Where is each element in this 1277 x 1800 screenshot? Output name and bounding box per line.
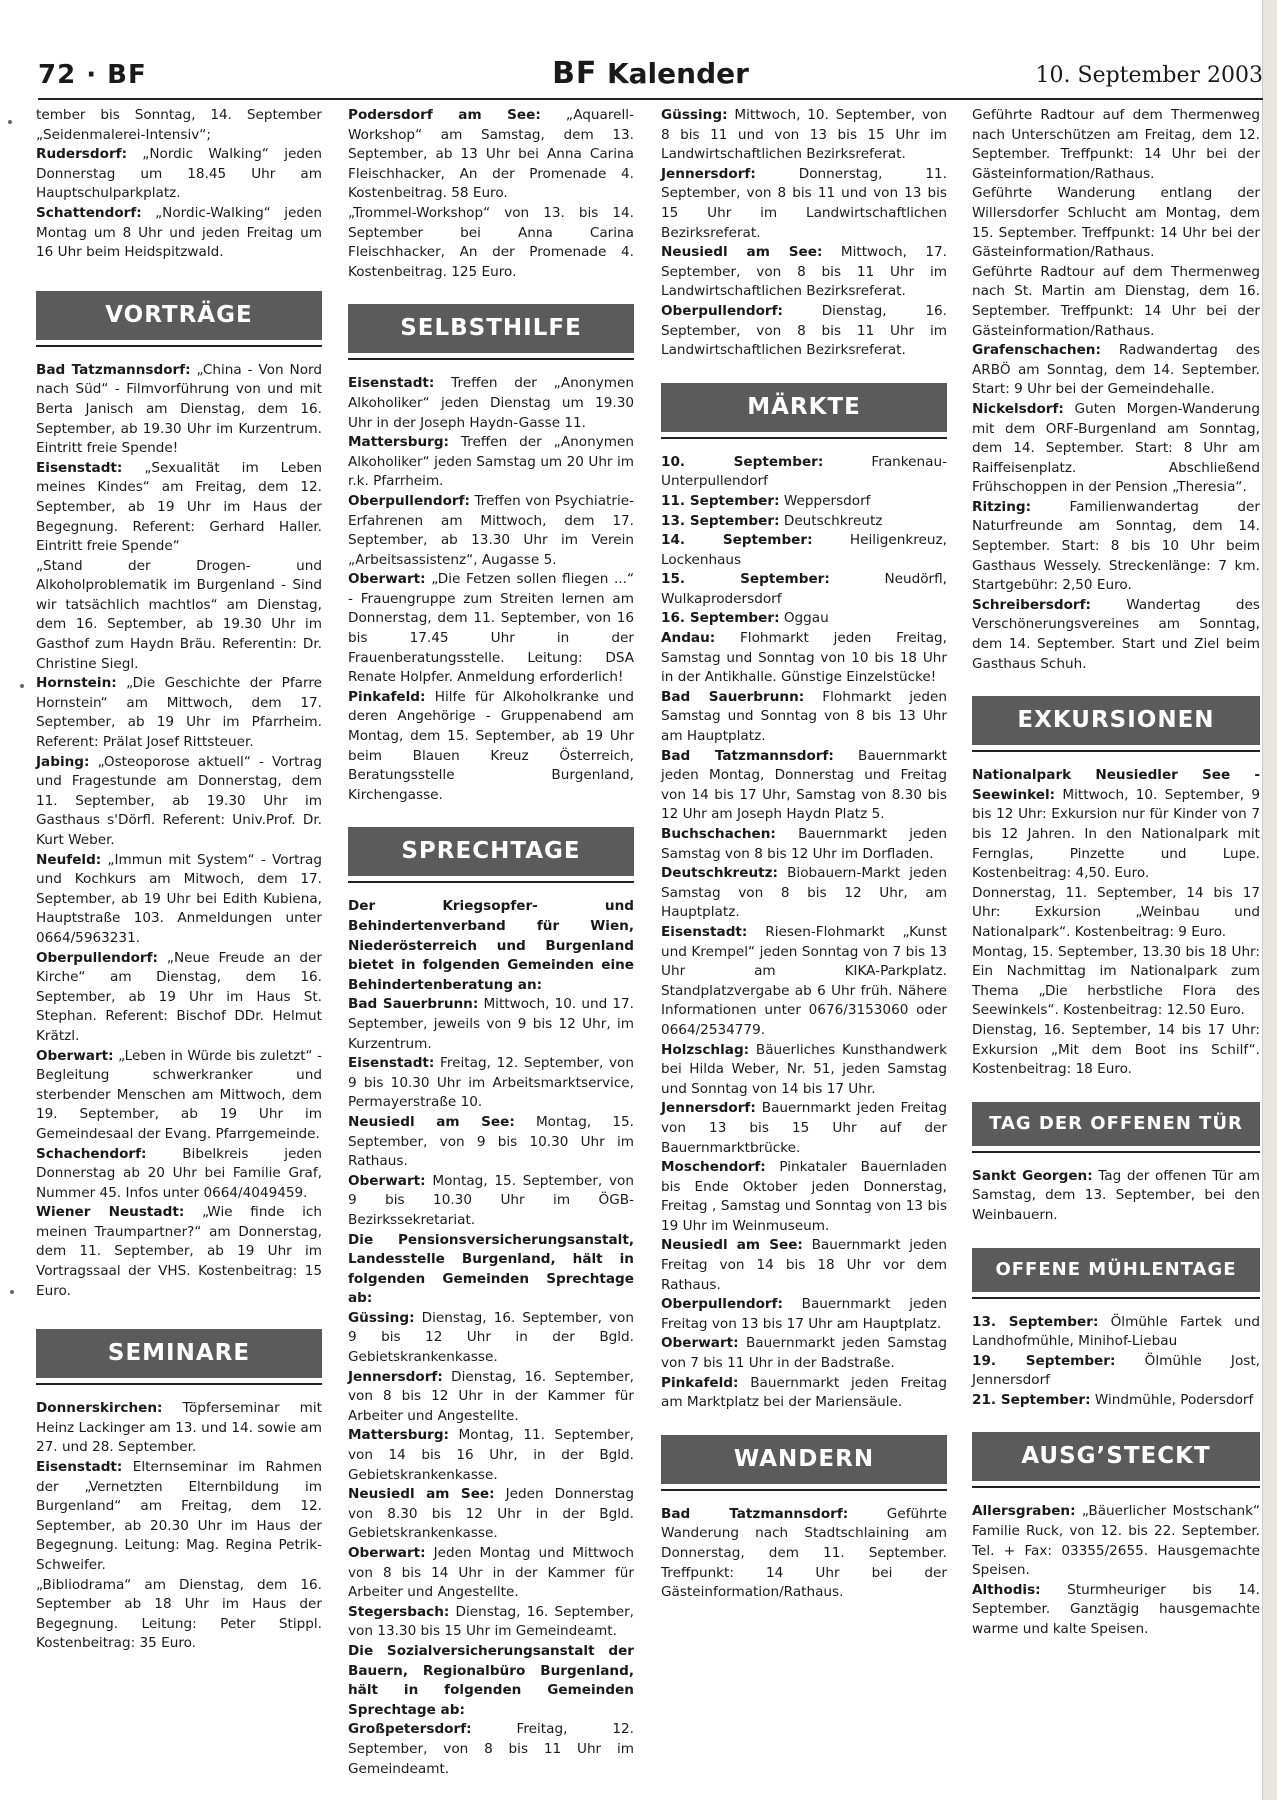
- scan-speck: [8, 120, 12, 124]
- brand-logo: BF: [552, 56, 598, 91]
- listing: Bad Tatzmannsdorf: „China - Von Nord nach Süd“ - Filmvorführung von und mit Berta Janisch am Dienstag, dem 16. September, ab 19.30 Uhr im Kurzentrum. Eintritt freie Spende!: [36, 361, 322, 457]
- section-ausgsteckt: [972, 1432, 1260, 1488]
- page-header: [38, 54, 1263, 100]
- listing: Jabing: „Osteoporose aktuell“ - Vortrag und Fragestunde am Donnerstag, dem 11. September, ab 19.30 Uhr im Gasthaus s'Dörfl. Referent: Univ.Prof. Dr. Kurt Weber.: [36, 753, 322, 848]
- section-title: OFFENE MÜHLENTAGE: [972, 1248, 1260, 1292]
- section-name: Kalender: [606, 57, 749, 90]
- listing: Schreibersdorf: Wandertag des Verschönerungsvereines am Sonntag, dem 14. September. Start und Ziel beim Gasthaus Schuh.: [972, 596, 1260, 672]
- listing: Neusiedl am See: Jeden Donnerstag von 8.30 bis 12 Uhr in der Bgld. Gebietskrankenkasse.: [348, 1486, 635, 1542]
- scan-speck: [20, 684, 24, 688]
- listing: Bad Sauerbrunn: Flohmarkt jeden Samstag und Sonntag von 8 bis 13 Uhr am Hauptplatz.: [661, 688, 947, 745]
- listing: Oberwart: „Leben in Würde bis zuletzt“ - Begleitung schwerkranker und sterbender Menschen am Mittwoch, dem 19. September, ab 19 Uhr im Gemeindesaal der Evang. Pfarrgemeinde.: [36, 1047, 322, 1142]
- section-offene-muehlentage: [972, 1248, 1260, 1299]
- scan-speck: [10, 1290, 14, 1294]
- listing: Oberwart: Bauernmarkt jeden Samstag von 7 bis 11 Uhr in der Badstraße.: [661, 1335, 947, 1372]
- listing: Eisenstadt: Riesen-Flohmarkt „Kunst und Krempel“ jeden Sonntag von 7 bis 13 Uhr am KIKA-Parkplatz. Standplatzvergabe ab 6 Uhr früh. Nähere Informationen unter 0676/3153060 oder 0664/2534779.: [661, 923, 947, 1038]
- column-3: [661, 106, 947, 1603]
- column-1: [36, 106, 322, 1654]
- listing: „Stand der Drogen- und Alkoholproblematik im Burgenland - Sind wir tatsächlich machtlos“ am Dienstag, dem 16. September, ab 19.30 Uhr im Gasthof zum Haydn Bräu. Referentin: Dr. Christine Siegl.: [36, 557, 322, 672]
- listing: Nationalpark Neusiedler See - Seewinkel: Mittwoch, 10. September, 9 bis 12 Uhr: Exkursion nur für Kinder von 7 bis 12 Jahren. In den Nationalpark mit Fernglas, Pinzette und Lupe. Kostenbeitrag: 4,50. Euro.: [972, 767, 1260, 882]
- listing: Holzschlag: Bäuerliches Kunsthandwerk bei Hilda Weber, Nr. 51, jeden Samstag und Sonntag von 14 bis 17 Uhr.: [661, 1041, 947, 1097]
- listing: Ritzing: Familienwandertag der Naturfreunde am Sonntag, dem 14. September. Start: 8 bis 10 Uhr beim Gasthaus Wessely. Streckenlänge: 7 km. Startgebühr: 2,50 Euro.: [972, 498, 1260, 594]
- section-title: TAG DER OFFENEN TÜR: [972, 1102, 1260, 1146]
- listing: Buchschachen: Bauernmarkt jeden Samstag von 8 bis 12 Uhr im Dorfladen.: [661, 826, 947, 862]
- listing-intro: Der Kriegsopfer- und Behindertenverband für Wien, Niederösterreich und Burgenland bietet in folgenden Gemeinden eine Behindertenberatung an:: [348, 898, 634, 993]
- listing: Neusiedl am See: Montag, 15. September, von 9 bis 10.30 Uhr im Rathaus.: [348, 1113, 634, 1170]
- page-number: 72 · BF: [38, 60, 147, 90]
- section-tag-der-offenen-tuer: [972, 1102, 1260, 1153]
- listing-intro: Die Sozialversicherungsanstalt der Bauern, Regionalbüro Burgenland, hält in folgenden Gemeinden Sprechtage ab:: [348, 1642, 634, 1718]
- listing: Stegersbach: Dienstag, 16. September, von 13.30 bis 15 Uhr im Gemeindeamt.: [348, 1603, 634, 1640]
- listing: Montag, 15. September, 13.30 bis 18 Uhr: Ein Nachmittag im Nationalpark zum Thema „Die herbstliche Flora des Seewinkels“. Kostenbeitrag: 12.50 Euro.: [972, 943, 1260, 1019]
- listing: Jennersdorf: Dienstag, 16. September, von 8 bis 12 Uhr in der Kammer für Arbeiter und Angestellte.: [348, 1368, 634, 1424]
- listing: Pinkafeld: Hilfe für Alkoholkranke und deren Angehörige - Gruppenabend am Montag, dem 15. September, ab 19 Uhr beim Blauen Kreuz Österreich, Beratungsstelle Burgenland, Kirchengasse.: [348, 688, 634, 803]
- section-selbsthilfe: [348, 304, 634, 360]
- section-title: WANDERN: [661, 1435, 947, 1484]
- listing: Güssing: Dienstag, 16. September, von 9 bis 12 Uhr in der Bgld. Gebietskrankenkasse.: [348, 1309, 634, 1366]
- listing: 13. September: Deutschkreutz: [661, 512, 883, 529]
- listing: 10. September: Frankenau-Unterpullendorf: [661, 453, 947, 490]
- section-vortraege: [36, 291, 322, 347]
- listing: Geführte Wanderung entlang der Willersdorfer Schlucht am Montag, dem 15. September. Treffpunkt: 14 Uhr bei der Gästeinformation/Rathaus.: [972, 185, 1260, 261]
- listing: Oberwart: „Die Fetzen sollen fliegen ...“ - Frauengruppe zum Streiten lernen am Donnerstag, dem 11. September, von 16 bis 17.45 Uhr in der Frauenberatungsstelle. Leitung: DSA Renate Holpfer. Anmeldung erforderlich!: [348, 571, 634, 686]
- section-title: SELBSTHILFE: [348, 304, 634, 353]
- section-exkursionen: [972, 696, 1260, 752]
- listing: 14. September: Heiligenkreuz, Lockenhaus: [661, 532, 947, 568]
- page-gutter: [1262, 0, 1277, 1800]
- listing: Donnerstag, 11. September, 14 bis 17 Uhr: Exkursion „Weinbau und Nationalpark“. Kostenbeitrag: 9 Euro.: [972, 884, 1260, 940]
- listing: Eisenstadt: Treffen der „Anonymen Alkoholiker“ jeden Dienstag um 19.30 Uhr in der Joseph Haydn-Gasse 11.: [348, 375, 634, 431]
- listing: Sankt Georgen: Tag der offenen Tür am Samstag, dem 13. September, bei den Weinbauern.: [972, 1167, 1260, 1223]
- listing: Bad Tatzmannsdorf: Bauernmarkt jeden Montag, Donnerstag und Freitag von 14 bis 17 Uhr, Samstag von 8.30 bis 12 Uhr am Joseph Haydn Platz 5.: [661, 747, 947, 823]
- listing: Geführte Radtour auf dem Thermenweg nach St. Martin am Dienstag, dem 16. September. Treffpunkt: 14 Uhr bei der Gästeinformation/Rathaus.: [972, 263, 1260, 339]
- listing: Rudersdorf: „Nordic Walking“ jeden Donnerstag um 18.45 Uhr am Hauptschulparkplatz.: [36, 146, 322, 202]
- listing: Deutschkreutz: Biobauern-Markt jeden Samstag von 8 bis 12 Uhr, am Hauptplatz.: [661, 865, 947, 921]
- listing: 16. September: Oggau: [661, 610, 829, 627]
- listing: tember bis Sonntag, 14. September „Seidenmalerei-Intensiv“;: [36, 107, 322, 143]
- listing: 13. September: Ölmühle Fartek und Landhofmühle, Minihof-Liebau: [972, 1313, 1260, 1350]
- listing: Nickelsdorf: Guten Morgen-Wanderung mit dem ORF-Burgenland am Sonntag, dem 14. September. Start: 8 Uhr am Raiffeisenplatz. Abschließend Frühschoppen in der Pension „Theresia“.: [972, 400, 1260, 496]
- listing: Hornstein: „Die Geschichte der Pfarre Hornstein“ am Mittwoch, dem 17. September, ab 19 Uhr im Pfarrheim. Referent: Prälat Josef Rittsteuer.: [36, 675, 322, 751]
- section-title: MÄRKTE: [661, 383, 947, 432]
- section-sprechtage: [348, 827, 634, 883]
- listing: Großpetersdorf: Freitag, 12. September, von 8 bis 11 Uhr im Gemeindeamt.: [348, 1721, 634, 1777]
- section-title: SEMINARE: [36, 1329, 322, 1378]
- listing: „Bibliodrama“ am Dienstag, dem 16. September ab 18 Uhr im Haus der Begegnung. Leitung: Peter Stippl. Kostenbeitrag: 35 Euro.: [36, 1576, 322, 1652]
- listing: 11. September: Weppersdorf: [661, 492, 871, 509]
- listing: Andau: Flohmarkt jeden Freitag, Samstag und Sonntag von 10 bis 18 Uhr in der Antikhalle. Günstige Einzelstücke!: [661, 630, 947, 686]
- listing: Donnerskirchen: Töpferseminar mit Heinz Lackinger am 13. und 14. sowie am 27. und 28. September.: [36, 1400, 322, 1456]
- section-title: AUSG’STECKT: [972, 1432, 1260, 1481]
- column-2: [348, 106, 634, 1779]
- column-4: [972, 106, 1260, 1640]
- listing: Oberpullendorf: Dienstag, 16. September, von 8 bis 11 Uhr im Landwirtschaftlichen Bezirksreferat.: [661, 302, 947, 359]
- listing: Eisenstadt: Freitag, 12. September, von 9 bis 10.30 Uhr im Arbeitsmarktservice, Permayerstraße 10.: [348, 1055, 634, 1111]
- listing: Bad Sauerbrunn: Mittwoch, 10. und 17. September, jeweils von 9 bis 12 Uhr, im Kurzentrum.: [348, 996, 634, 1052]
- listing: „Trommel-Workshop“ von 13. bis 14. September bei Anna Carina Fleischhacker, An der Promenade 4. Kostenbeitrag. 125 Euro.: [348, 204, 634, 280]
- listing: Grafenschachen: Radwandertag des ARBÖ am Sonntag, dem 14. September. Start: 9 Uhr bei der Gemeindehalle.: [972, 342, 1260, 398]
- listing: Oberwart: Montag, 15. September, von 9 bis 10.30 Uhr im ÖGB-Bezirkssekretariat.: [348, 1172, 634, 1228]
- listing: Pinkafeld: Bauernmarkt jeden Freitag am Marktplatz bei der Mariensäule.: [661, 1374, 947, 1411]
- section-maerkte: [661, 383, 947, 439]
- issue-date: 10. September 2003: [1035, 63, 1263, 88]
- listing: Mattersburg: Montag, 11. September, von 14 bis 16 Uhr, in der Bgld. Gebietskrankenkasse.: [348, 1427, 634, 1483]
- listing: Neusiedl am See: Bauernmarkt jeden Freitag von 14 bis 18 Uhr vor dem Rathaus.: [661, 1237, 947, 1293]
- listing: Oberpullendorf: „Neue Freude an der Kirche“ am Dienstag, dem 16. September, ab 19 Uhr im Haus St. Stephan. Referent: Bischof DDr. Helmut Krätzl.: [36, 949, 322, 1044]
- listing: Wiener Neustadt: „Wie finde ich meinen Traumpartner?“ am Donnerstag, dem 11. September, ab 19 Uhr im Vortragssaal der VHS. Kostenbeitrag: 15 Euro.: [36, 1204, 322, 1299]
- section-title: VORTRÄGE: [36, 291, 322, 340]
- listing: Schachendorf: Bibelkreis jeden Donnerstag ab 20 Uhr bei Familie Graf, Nummer 45. Infos unter 0664/4049459.: [36, 1145, 322, 1201]
- listing: Jennersdorf: Donnerstag, 11. September, von 8 bis 11 und von 13 bis 15 Uhr im Landwirtschaftlichen Bezirksreferat.: [661, 165, 947, 241]
- listing-intro: Die Pensionsversicherungsanstalt, Landesstelle Burgenland, hält in folgenden Gemeinden Sprechtage ab:: [348, 1231, 634, 1307]
- listing: Dienstag, 16. September, 14 bis 17 Uhr: Exkursion „Mit dem Boot ins Schilf“. Kostenbeitrag: 18 Euro.: [972, 1021, 1260, 1078]
- listing: Oberpullendorf: Bauernmarkt jeden Freitag von 13 bis 17 Uhr am Hauptplatz.: [661, 1296, 947, 1332]
- section-seminare: [36, 1329, 322, 1385]
- listing: Althodis: Sturmheuriger bis 14. September. Ganztägig hausgemachte warme und kalte Speisen.: [972, 1581, 1260, 1638]
- listing: Schattendorf: „Nordic-Walking“ jeden Montag um 8 Uhr und jeden Freitag um 16 Uhr beim Heidspitzwald.: [36, 204, 322, 261]
- section-title: SPRECHTAGE: [348, 827, 634, 876]
- section-title: EXKURSIONEN: [972, 696, 1260, 745]
- listing: Eisenstadt: Elternseminar im Rahmen der „Vernetzten Elternbildung im Burgenland“ am Freitag, dem 12. September, ab 20.30 Uhr im Haus der Begegnung. Leitung: Mag. Regina Petrik-Schweifer.: [36, 1459, 322, 1573]
- listing: Oberpullendorf: Treffen von Psychiatrie-Erfahrenen am Mittwoch, dem 17. September, ab 13.30 Uhr im Verein „Arbeitsassistenz“, Augasse 5.: [348, 492, 634, 568]
- listing: 21. September: Windmühle, Podersdorf: [972, 1391, 1254, 1408]
- listing: Neusiedl am See: Mittwoch, 17. September, von 8 bis 11 Uhr im Landwirtschaftlichen Bezirksreferat.: [661, 244, 947, 300]
- listing: Mattersburg: Treffen der „Anonymen Alkoholiker“ jeden Samstag um 20 Uhr im r.k. Pfarrheim.: [348, 434, 634, 490]
- listing: 15. September: Neudörfl, Wulkaprodersdorf: [661, 571, 948, 607]
- listing: Eisenstadt: „Sexualität im Leben meines Kindes“ am Freitag, dem 12. September, ab 19 Uhr im Haus der Begegnung. Referent: Gerhard Haller. Eintritt freie Spende“: [36, 459, 322, 555]
- section-wandern: [661, 1435, 947, 1491]
- listing: 19. September: Ölmühle Jost, Jennersdorf: [972, 1352, 1260, 1389]
- listing: Bad Tatzmannsdorf: Geführte Wanderung nach Stadtschlaining am Donnerstag, dem 11. September. Treffpunkt: 14 Uhr bei der Gästeinformation/Rathaus.: [661, 1505, 947, 1601]
- listing: Allersgraben: „Bäuerlicher Mostschank“ Familie Ruck, von 12. bis 22. September. Tel. + Fax: 03355/2655. Hausgemachte Speisen.: [972, 1503, 1260, 1579]
- listing: Güssing: Mittwoch, 10. September, von 8 bis 11 und von 13 bis 15 Uhr im Landwirtschaftlichen Bezirksreferat.: [661, 107, 947, 163]
- listing: Geführte Radtour auf dem Thermenweg nach Unterschützen am Freitag, dem 12. September. Treffpunkt: 14 Uhr bei der Gästeinformation/Rathaus.: [972, 107, 1260, 182]
- listing: Oberwart: Jeden Montag und Mittwoch von 8 bis 14 Uhr in der Kammer für Arbeiter und Angestellte.: [348, 1545, 634, 1601]
- listing: Moschendorf: Pinkataler Bauernladen bis Ende Oktober jeden Donnerstag, Freitag , Samstag und Sonntag von 13 bis 19 Uhr im Weinmuseum.: [661, 1159, 947, 1234]
- listing: Podersdorf am See: „Aquarell-Workshop“ am Samstag, dem 13. September, ab 13 Uhr bei Anna Carina Fleischhacker, An der Promenade 4. Kostenbeitrag. 58 Euro.: [348, 107, 634, 202]
- listing: Neufeld: „Immun mit System“ - Vortrag und Kochkurs am Mitwoch, dem 17. September, ab 19 Uhr bei Edith Kubiena, Hauptstraße 103. Anmeldungen unter 0664/5963231.: [36, 851, 322, 946]
- listing: Jennersdorf: Bauernmarkt jeden Freitag von 13 bis 15 Uhr auf der Bauernmarktbrücke.: [661, 1100, 947, 1156]
